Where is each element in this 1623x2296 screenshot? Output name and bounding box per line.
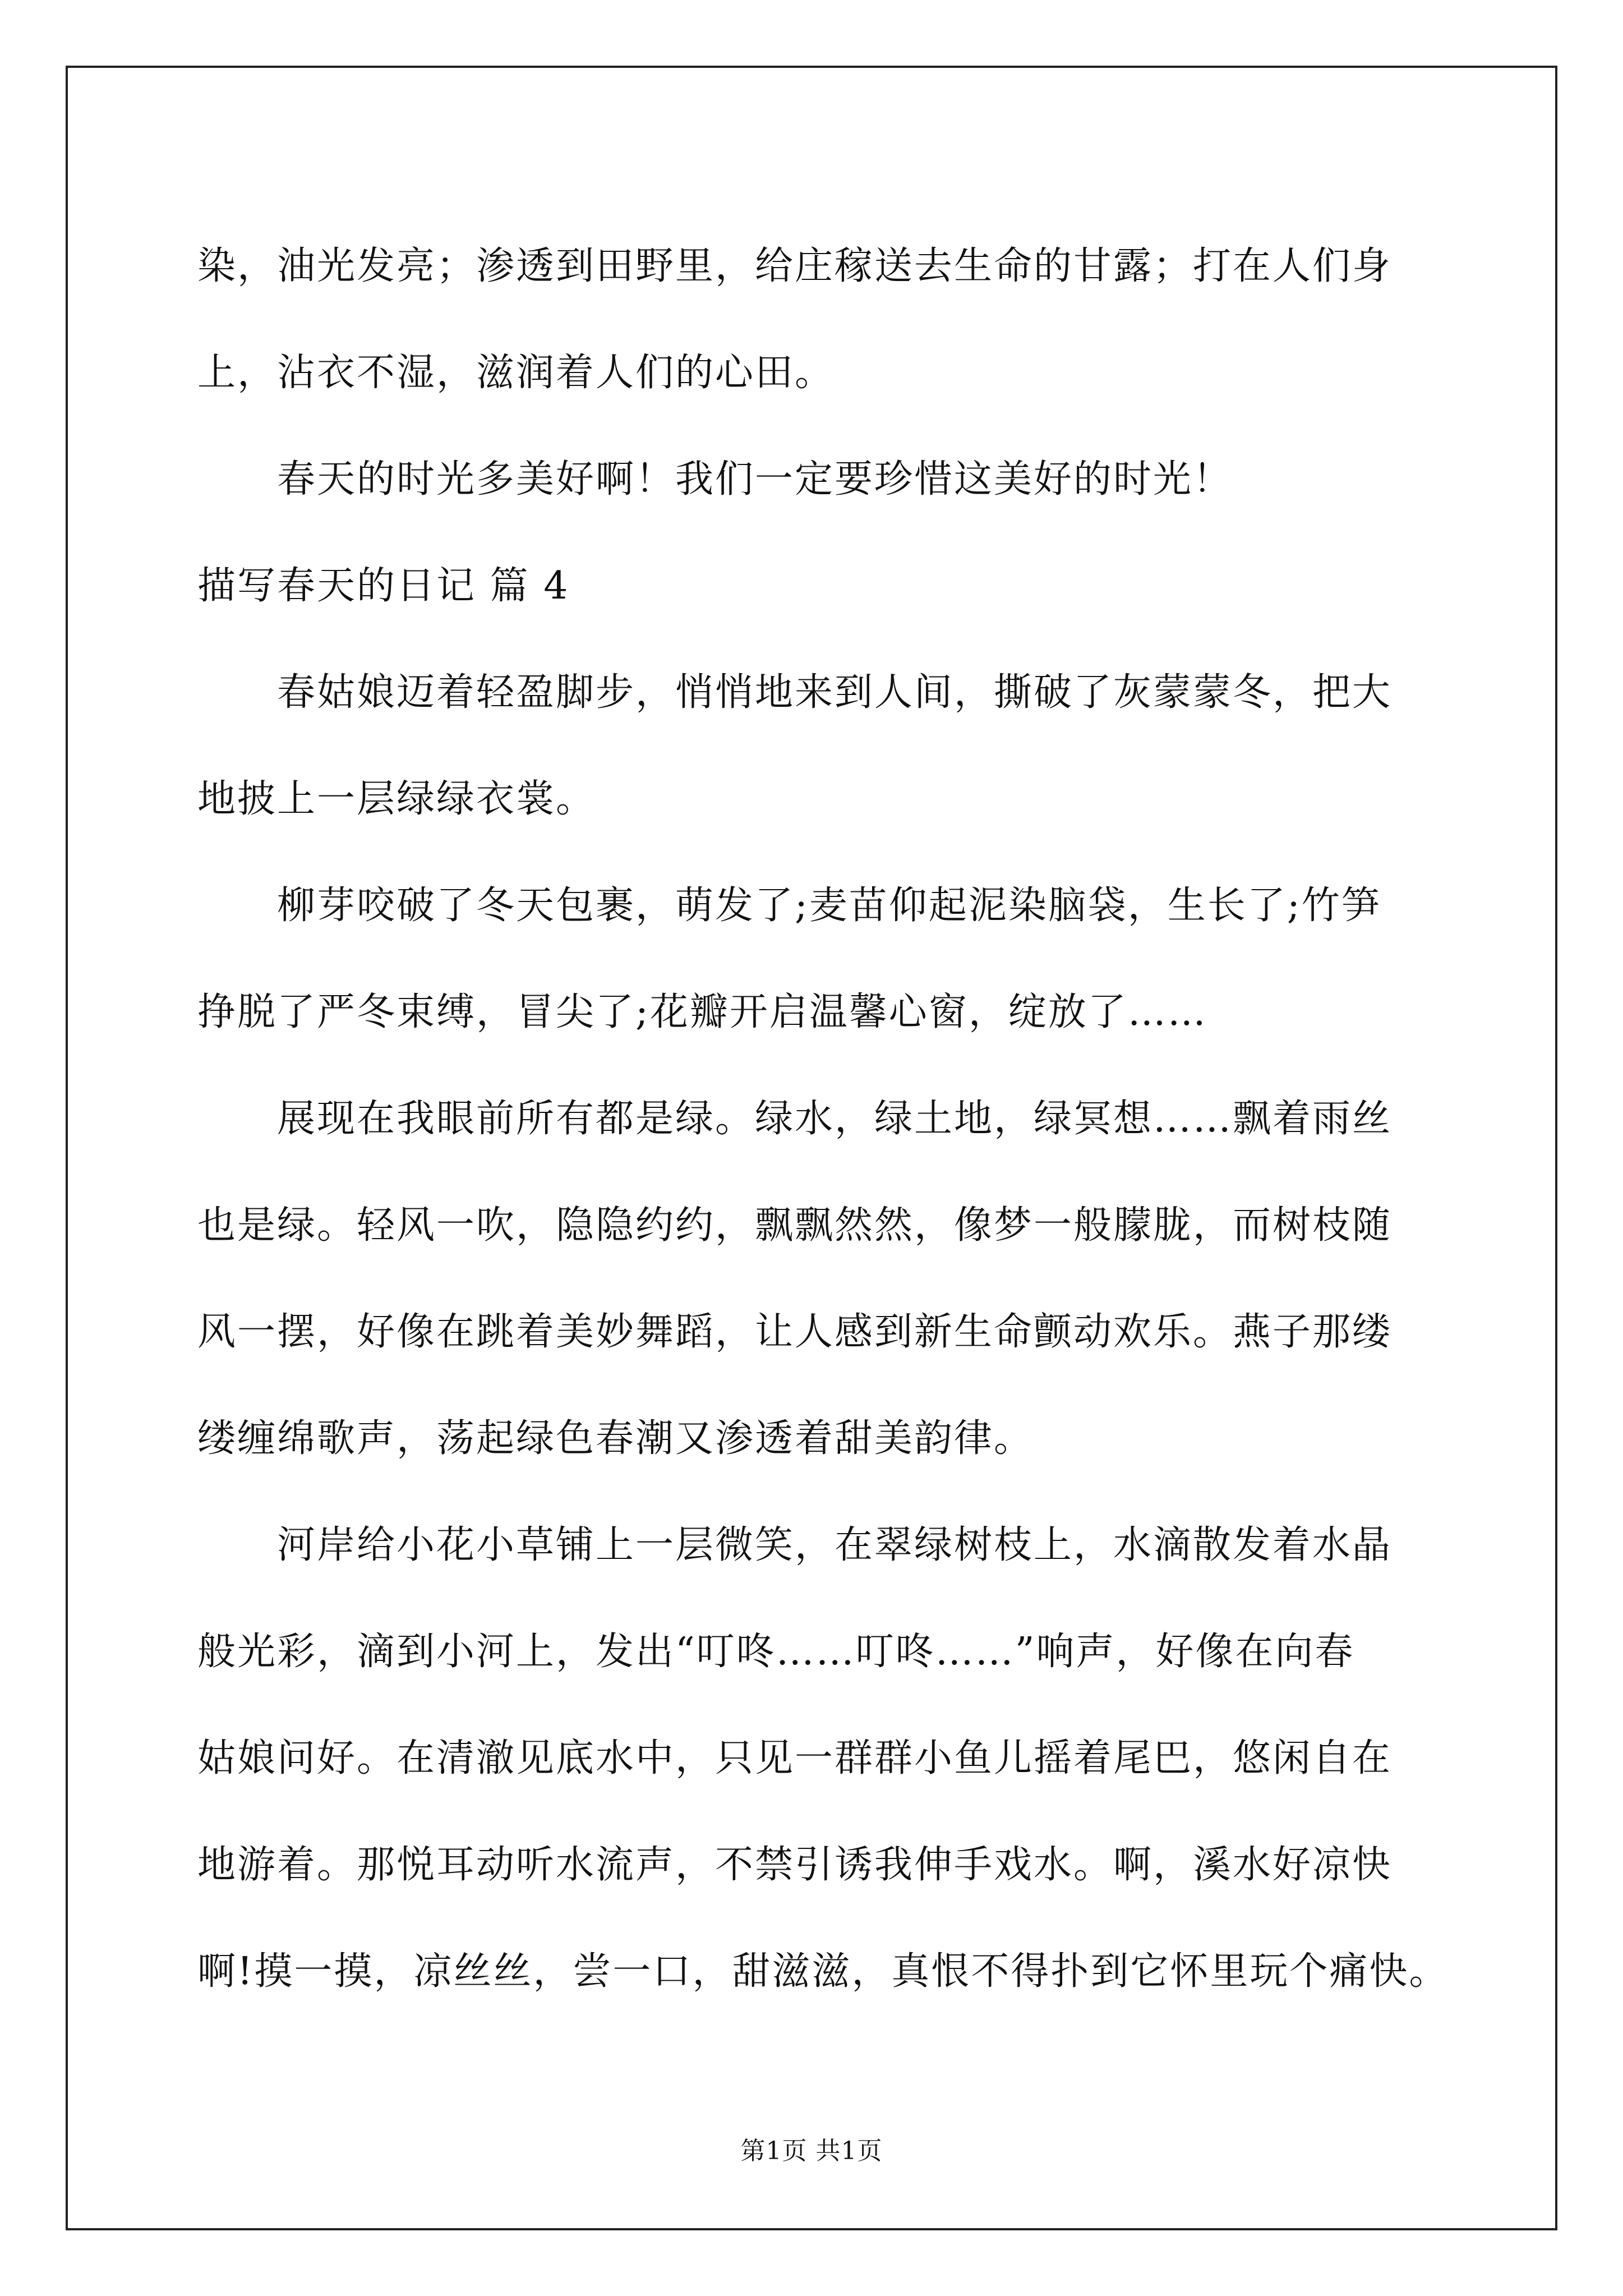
text-line: 挣脱了严冬束缚，冒尖了;花瓣开启温馨心窗，绽放了…… [197, 990, 1207, 1034]
text-line: 姑娘问好。在清澈见底水中，只见一群群小鱼儿摇着尾巴，悠闲自在 [197, 1736, 1393, 1780]
text-line: 也是绿。轻风一吹，隐隐约约，飘飘然然，像梦一般朦胧，而树枝随 [197, 1203, 1393, 1248]
text-line: 啊!摸一摸，凉丝丝，尝一口，甜滋滋，真恨不得扑到它怀里玩个痛快。 [197, 1949, 1449, 1994]
section-heading: 描写春天的日记 篇 4 [197, 564, 570, 608]
text-line: 般光彩，滴到小河上，发出“叮咚……叮咚……”响声，好像在向春 [197, 1630, 1355, 1674]
text-line: 缕缠绵歌声，荡起绿色春潮又渗透着甜美韵律。 [197, 1416, 1034, 1461]
text-line: 展现在我眼前所有都是绿。绿水，绿土地，绿冥想……飘着雨丝 [277, 1097, 1393, 1141]
text-line: 柳芽咬破了冬天包裹，萌发了;麦苗仰起泥染脑袋，生长了;竹笋 [277, 884, 1381, 928]
text-line: 染，油光发亮；渗透到田野里，给庄稼送去生命的甘露；打在人们身 [197, 244, 1393, 288]
text-line: 地游着。那悦耳动听水流声，不禁引诱我伸手戏水。啊，溪水好凉快 [197, 1843, 1393, 1887]
text-line: 风一摆，好像在跳着美妙舞蹈，让人感到新生命颤动欢乐。燕子那缕 [197, 1310, 1393, 1354]
page-footer: 第1页 共1页 [740, 2137, 883, 2165]
document-body [197, 213, 1449, 2025]
text-line: 春天的时光多美好啊！我们一定要珍惜这美好的时光！ [277, 457, 1233, 501]
text-line: 地披上一层绿绿衣裳。 [197, 777, 596, 821]
text-line: 河岸给小花小草铺上一层微笑，在翠绿树枝上，水滴散发着水晶 [277, 1523, 1393, 1567]
text-line: 春姑娘迈着轻盈脚步，悄悄地来到人间，撕破了灰蒙蒙冬，把大 [277, 670, 1393, 715]
text-line: 上，沾衣不湿，滋润着人们的心田。 [197, 351, 835, 395]
